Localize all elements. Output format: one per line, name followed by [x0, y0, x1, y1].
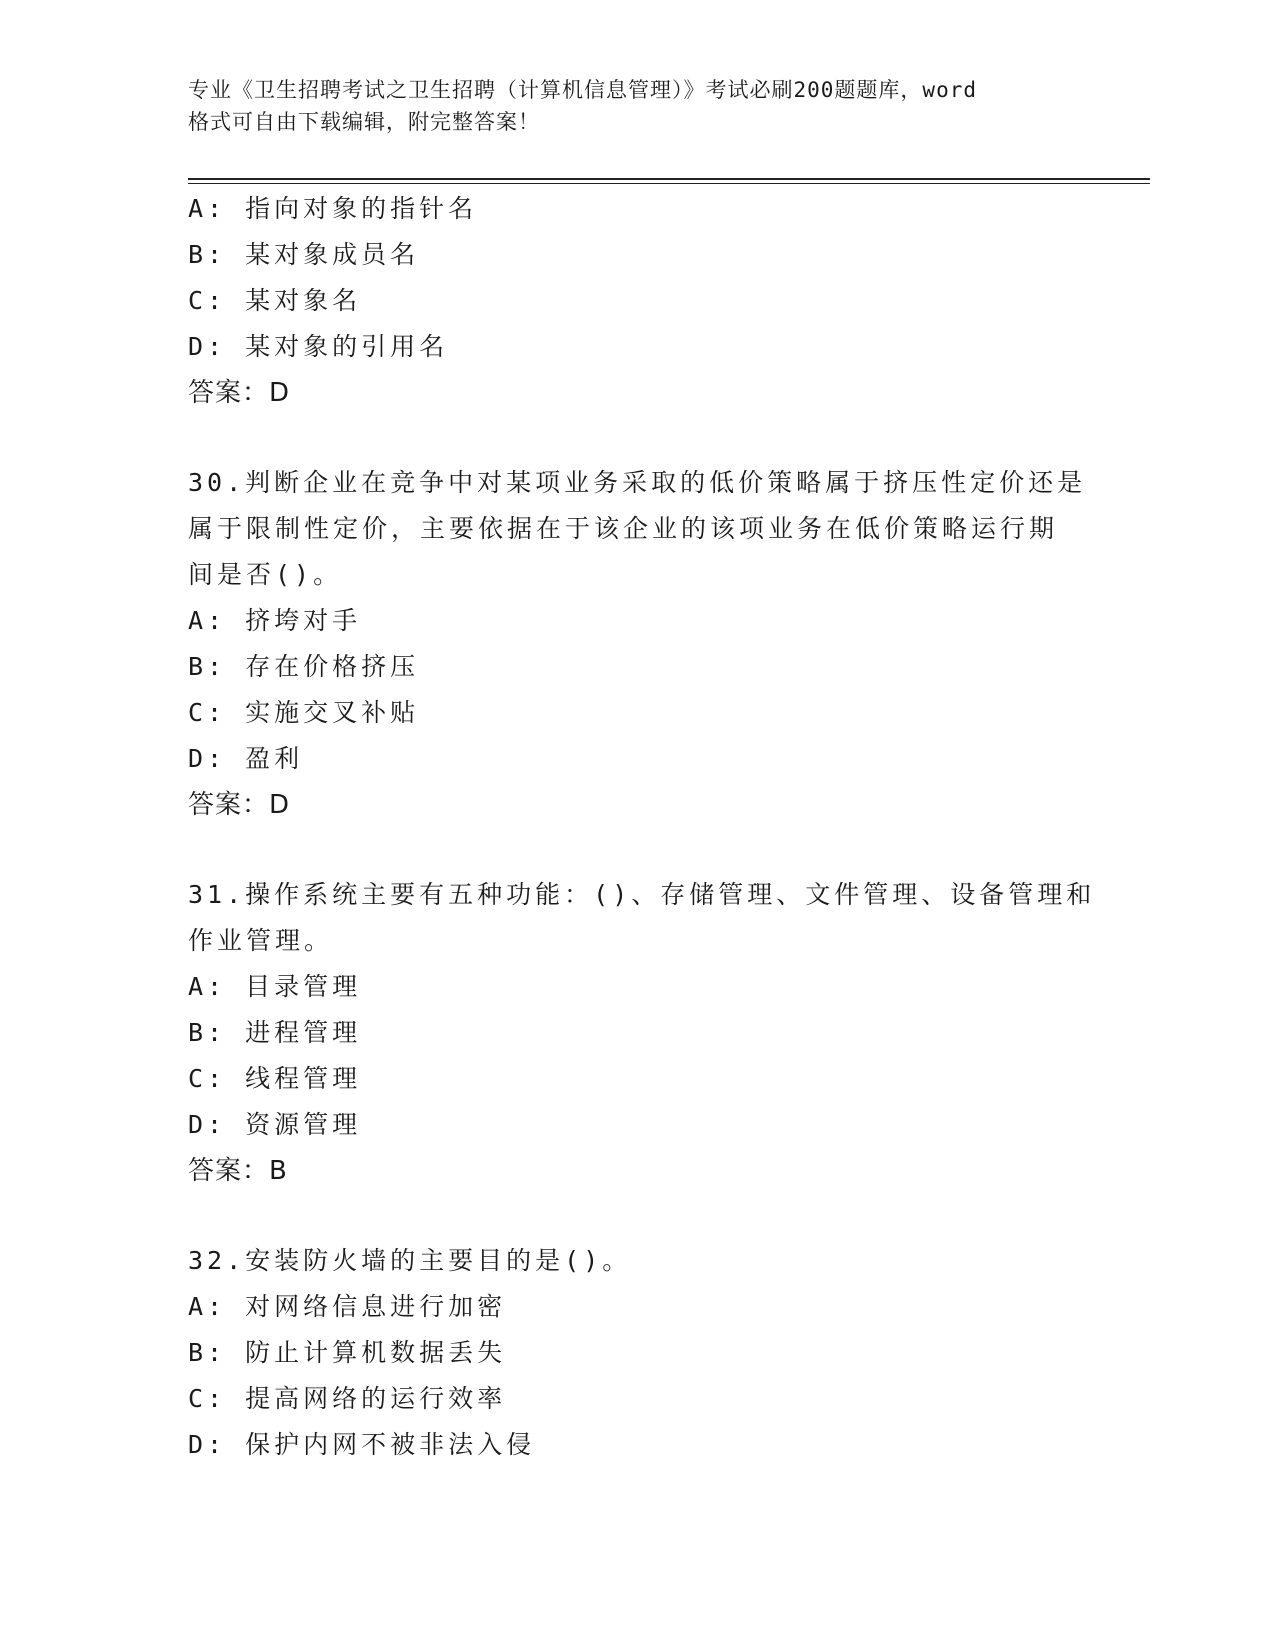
- option-b: B: 存在价格挤压: [188, 652, 420, 681]
- option-c: C: 实施交叉补贴: [188, 698, 420, 727]
- header-divider-thick: [188, 178, 1150, 180]
- question-stem-line: 属于限制性定价，主要依据在于该企业的该项业务在低价策略运行期: [188, 514, 1059, 543]
- header-title-line-1: 专业《卫生招聘考试之卫生招聘（计算机信息管理）》考试必刷200题题库，word: [188, 78, 977, 102]
- question-32: [188, 1238, 1088, 1468]
- header-title-line-2: 格式可自由下载编辑，附完整答案！: [188, 110, 540, 134]
- question-stem-line: 作业管理。: [188, 926, 334, 955]
- answer-line: 答案：B: [188, 1156, 288, 1186]
- option-d: D: 资源管理: [188, 1110, 362, 1139]
- document-header: [188, 74, 1088, 138]
- question-stem-line: 30.判断企业在竞争中对某项业务采取的低价策略属于挤压性定价还是: [188, 468, 1087, 497]
- question-spacer: [188, 416, 1088, 460]
- question-30: [188, 460, 1088, 828]
- question-29: [188, 186, 1088, 416]
- question-spacer: [188, 1194, 1088, 1238]
- answer-line: 答案：D: [188, 378, 291, 408]
- answer-line: 答案：D: [188, 790, 291, 820]
- option-d: D: 某对象的引用名: [188, 332, 449, 361]
- option-b: B: 进程管理: [188, 1018, 362, 1047]
- option-a: A: 目录管理: [188, 972, 362, 1001]
- question-spacer: [188, 828, 1088, 872]
- option-a: A: 挤垮对手: [188, 606, 362, 635]
- header-divider-thin: [188, 183, 1150, 184]
- question-31: [188, 872, 1096, 1194]
- option-d: D: 保护内网不被非法入侵: [188, 1430, 536, 1459]
- option-c: C: 提高网络的运行效率: [188, 1384, 507, 1413]
- question-stem-line: 间是否()。: [188, 560, 343, 589]
- question-stem-line: 32.安装防火墙的主要目的是()。: [188, 1246, 632, 1275]
- option-a: A: 指向对象的指针名: [188, 194, 478, 223]
- option-c: C: 线程管理: [188, 1064, 362, 1093]
- option-a: A: 对网络信息进行加密: [188, 1292, 507, 1321]
- option-b: B: 某对象成员名: [188, 240, 420, 269]
- option-b: B: 防止计算机数据丢失: [188, 1338, 507, 1367]
- option-c: C: 某对象名: [188, 286, 362, 315]
- option-d: D: 盈利: [188, 744, 304, 773]
- question-list: [188, 186, 1096, 1468]
- question-stem-line: 31.操作系统主要有五种功能：()、存储管理、文件管理、设备管理和: [188, 880, 1096, 909]
